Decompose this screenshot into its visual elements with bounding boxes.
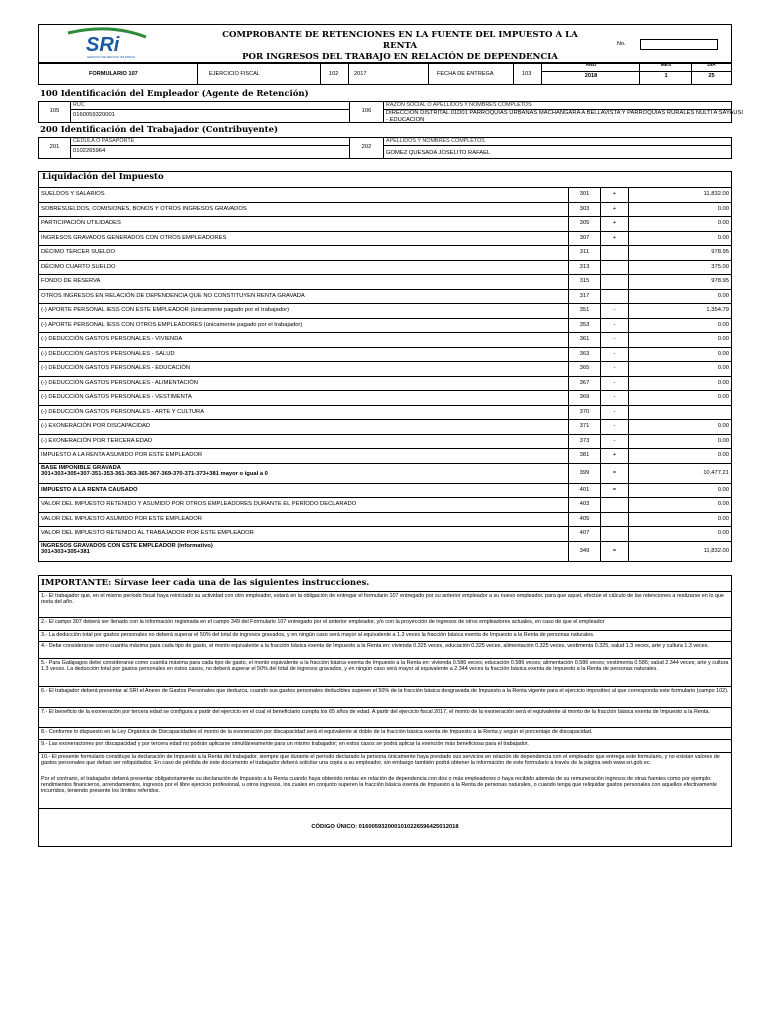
row-code: 315 <box>568 275 601 289</box>
row-code: 363 <box>568 348 601 362</box>
employer-name-line-2: - EDUCACION <box>386 117 425 123</box>
row-code: 369 <box>568 391 601 405</box>
row-code: 405 <box>568 513 601 527</box>
row-amount: 1,354.79 <box>706 307 729 313</box>
row-description-line: VALOR DEL IMPUESTO ASUMIDO POR ESTE EMPLEADOR <box>41 515 202 522</box>
row-operator: + <box>601 217 629 231</box>
row-description-line: INGRESOS GRAVADOS CON ESTE EMPLEADOR (informativo) <box>41 542 213 549</box>
row-operator: - <box>601 319 629 333</box>
row-amount: 0.00 <box>717 365 729 371</box>
row-operator: - <box>601 391 629 405</box>
liquidation-row <box>39 463 731 483</box>
row-description-line: DÉCIMO CUARTO SUELDO <box>41 263 116 270</box>
row-code: 349 <box>568 542 601 561</box>
liquidation-row <box>39 361 731 376</box>
row-description-line: INGRESOS GRAVADOS GENERADOS CON OTROS EMPLEADORES <box>41 234 227 241</box>
employer-name-line-1: DIRECCION DISTRITAL 01D01 PARROQUIAS URBANAS MACHANGARA A BELLAVISTA Y PARROQUIAS RURALES NULTI A SAYAUSI <box>386 110 743 116</box>
row-code: 401 <box>568 484 601 498</box>
row-description <box>41 235 226 241</box>
liquidation-table <box>38 171 732 562</box>
sri-logo <box>50 27 160 61</box>
fiscal-code-cell <box>321 64 349 84</box>
row-description <box>41 501 356 507</box>
row-description-line: (-) DEDUCCIÓN GASTOS PERSONALES - EDUCACIÓN <box>41 365 191 371</box>
row-operator: - <box>601 362 629 376</box>
row-operator <box>601 275 629 289</box>
row-description <box>41 249 115 255</box>
liquidation-row <box>39 187 731 202</box>
row-description-line: (-) EXONERACIÓN POR DISCAPACIDAD <box>41 423 151 429</box>
number-field <box>640 39 718 50</box>
month-cell <box>640 64 692 84</box>
instruction-item: 1.- El trabajador que, en el mismo período fiscal haya reiniciado su actividad con otro empleador, estará en la obligación de entregar el formulario 107 entregado por su anterior empleador a su nuevo empleador, para que aquel, efectúe el cálculo de las retenciones a realizarse en lo que resta del año. <box>39 591 731 606</box>
liquidation-row <box>39 318 731 333</box>
logo-text: SRi <box>86 34 120 56</box>
row-description-line: VALOR DEL IMPUESTO RETENIDO AL TRABAJADOR POR ESTE EMPLEADOR <box>41 530 254 536</box>
row-description <box>41 409 204 415</box>
row-operator: = <box>601 464 629 483</box>
liquidation-row <box>39 419 731 434</box>
row-description <box>41 394 192 400</box>
row-description <box>41 365 190 371</box>
employer-name-code: 106 <box>349 102 384 122</box>
instructions-title: IMPORTANTE: Sírvase leer cada una de las siguientes instrucciones. <box>41 578 370 588</box>
row-amount: 0.00 <box>717 205 729 212</box>
instructions-box <box>38 575 732 847</box>
row-operator: - <box>601 333 629 347</box>
row-operator <box>601 290 629 304</box>
liquidation-row <box>39 541 731 561</box>
row-description <box>41 206 247 212</box>
instruction-item: 10.- El presente formulario constituye la declaración de Impuesto a la Renta del trabajador, siempre que durante el período declarado la persona únicamente haya prestado sus servicios en relación de dependencia con el empleador que entrega este formulario, y no existan valores de gastos personales que deban ser reliquidados. En caso de pérdida de este documento el trabajador deberá solicitar una copia a su empleador, sin embargo también podrá obtener la información de este formulario a través de la página web www.sri.gob.ec. <box>39 752 731 767</box>
row-code: 361 <box>568 333 601 347</box>
document-title <box>215 30 585 63</box>
row-operator <box>601 527 629 541</box>
liquidation-row <box>39 434 731 449</box>
row-description-line: (-) APORTE PERSONAL IESS CON ESTE EMPLEADOR (únicamente pagado por el trabajador) <box>41 307 290 313</box>
row-description <box>41 293 305 299</box>
liquidation-row <box>39 347 731 362</box>
row-operator: + <box>601 203 629 217</box>
unique-code: CÓDIGO ÚNICO: 01600593200010102265964250120​18 <box>311 824 459 830</box>
row-code: 313 <box>568 261 601 275</box>
row-description <box>41 264 116 270</box>
row-description-line: IMPUESTO A LA RENTA ASUMIDO POR ESTE EMPLEADOR <box>41 452 203 458</box>
worker-name-label: APELLIDOS Y NOMBRES COMPLETOS <box>386 138 485 144</box>
ruc-label: RUC <box>73 102 85 108</box>
row-description <box>41 465 268 477</box>
number-label: No. <box>617 41 626 47</box>
row-amount: 11,832.00 <box>703 191 729 197</box>
row-amount: 0.00 <box>717 292 729 299</box>
row-amount: 0.00 <box>717 379 729 386</box>
row-description-line: IMPUESTO A LA RENTA CAUSADO <box>41 486 138 493</box>
worker-name-value: GOMEZ QUESADA JOSELITO RAFAEL <box>386 150 491 156</box>
row-description-line: OTROS INGRESOS EN RELACIÓN DE DEPENDENCIA QUE NO CONSTITUYEN RENTA GRAVADA <box>41 292 305 299</box>
liquidation-title: Liquidación del Impuesto <box>42 172 164 182</box>
fiscal-year: 2017 <box>354 71 367 77</box>
instruction-item: 9.- Las exoneraciones por discapacidad y por tercera edad no podrán aplicarse simultáneamente para un mismo trabajador; en estos casos se podrá aplicar la exención más beneficiosa para el trabajador. <box>39 739 731 748</box>
row-description <box>41 322 302 328</box>
liquidation-row <box>39 376 731 391</box>
row-description-line: (-) DEDUCCIÓN GASTOS PERSONALES - VESTIMENTA <box>41 394 192 400</box>
form-info-row <box>38 63 732 85</box>
row-code: 367 <box>568 377 601 391</box>
row-amount: 0.00 <box>717 350 729 357</box>
row-operator <box>601 498 629 512</box>
worker-id-label: CÉDULA O PASAPORTE <box>73 138 135 144</box>
row-operator <box>601 513 629 527</box>
row-description-line: (-) DEDUCCIÓN GASTOS PERSONALES - ARTE Y CULTURA <box>41 408 205 415</box>
fiscal-label: EJERCICIO FISCAL <box>209 71 260 77</box>
row-operator: - <box>601 406 629 420</box>
fiscal-label-cell <box>198 64 321 84</box>
employer-section-title: 100 Identificación del Empleador (Agente de Retención) <box>40 89 309 99</box>
row-amount: 0.00 <box>717 423 729 429</box>
worker-section <box>38 137 732 159</box>
row-operator: + <box>601 449 629 463</box>
row-description <box>41 220 121 226</box>
liquidation-row <box>39 289 731 304</box>
year-cell <box>542 64 640 84</box>
row-amount: 0.00 <box>717 515 729 522</box>
row-description <box>41 191 105 197</box>
row-operator: - <box>601 420 629 434</box>
liquidation-row <box>39 512 731 527</box>
liquidation-row <box>39 260 731 275</box>
row-amount: 0.00 <box>717 336 729 342</box>
row-operator: - <box>601 348 629 362</box>
liquidation-row <box>39 303 731 318</box>
row-code: 370 <box>568 406 601 420</box>
row-description-line: (-) DEDUCCIÓN GASTOS PERSONALES - ALIMENTACIÓN <box>41 379 198 386</box>
row-description <box>41 351 175 357</box>
worker-id-code: 201 <box>39 138 71 158</box>
row-operator: - <box>601 377 629 391</box>
row-amount: 0.00 <box>717 234 729 241</box>
row-description-line: VALOR DEL IMPUESTO RETENIDO Y ASUMIDO POR OTROS EMPLEADORES DURANTE EL PERÍODO DECLARADO <box>41 501 357 507</box>
row-code: 399 <box>568 464 601 483</box>
row-description-line: SOBRESUELDOS, COMISIONES, BONOS Y OTROS INGRESOS GRAVADOS <box>41 205 247 212</box>
row-description <box>41 530 254 536</box>
row-amount: 0.00 <box>717 437 729 444</box>
logo-subtext: SERVICIO DE RENTAS INTERNAS <box>87 55 136 59</box>
row-amount: 978.95 <box>711 278 729 284</box>
row-description-line: FONDO DE RESERVA <box>41 278 101 284</box>
row-description-line: BASE IMPONIBLE GRAVADA <box>41 464 121 471</box>
instruction-item: 3.- La deducción total por gastos personales no deberá superar el 50% del total de ingresos gravados, y en ningún caso será mayor al equivalente a 1.3 veces la fracción básica exenta de Impuesto a la Renta de personas naturales. <box>39 630 731 639</box>
row-operator: - <box>601 304 629 318</box>
row-description <box>41 336 182 342</box>
row-operator <box>601 246 629 260</box>
year-value: 2018 <box>584 73 598 79</box>
row-description-line: SUELDOS Y SALARIOS <box>41 191 105 197</box>
row-amount: 0.00 <box>717 321 729 328</box>
row-code: 403 <box>568 498 601 512</box>
row-code: 305 <box>568 217 601 231</box>
row-description <box>41 487 138 493</box>
instruction-item: Por el contrario, el trabajador deberá presentar obligatoriamente su declaración de Impuesto a la Renta cuando haya obtenido rentas en relación de dependencia con dos o más empleadores o haya recibido además de su remuneración ingresos de otras fuentes como por ejemplo: rendimientos financieros, arrendamientos, ingresos por el libre ejercicio profesional, u otros ingresos, los cuales en conjunto superen la fracción básica exenta de Impuesto a la Renta de personas naturales, o cuando tenga que reliquidar gastos personales con aquellos efectivamente incurridos, teniendo presente los límites referidos. <box>41 776 718 795</box>
instruction-item: 5.- Para Galápagos debe considerarse como cuantía máxima para cada tipo de gasto, el monto equivalente a la fracción básica exenta de Impuesto a la Renta en: vivienda 0.586 veces; educación 0.586 veces; alimentación 0.586 veces; vestimenta 0.586; salud 2.344 veces; arte y cultura 1.3 veces. La deducción total por gastos personales en estos casos, no deberá superar el 50% del total de ingresos gravados, y en ningún caso será mayor al equivalente a 2.344 veces la fracción básica exenta de Impuesto a la Renta de personas naturales. <box>39 658 731 673</box>
row-operator: + <box>601 188 629 202</box>
delivery-code: 103 <box>522 71 532 77</box>
liquidation-row <box>39 448 731 463</box>
row-description <box>41 380 198 386</box>
liquidation-row <box>39 390 731 405</box>
row-description <box>41 423 150 429</box>
row-amount: 0.00 <box>717 220 729 226</box>
row-code: 381 <box>568 449 601 463</box>
row-code: 373 <box>568 435 601 449</box>
worker-id-value: 0102265964 <box>73 148 106 154</box>
row-code: 365 <box>568 362 601 376</box>
liquidation-row <box>39 245 731 260</box>
ruc-cell <box>71 102 349 122</box>
row-operator: + <box>601 232 629 246</box>
row-code: 407 <box>568 527 601 541</box>
sri-logo-graphic <box>50 27 160 61</box>
day-label: DIA <box>707 63 716 68</box>
row-operator: = <box>601 484 629 498</box>
month-label: MES <box>660 63 672 68</box>
instruction-item: 8.- Conforme lo dispuesto en la Ley Orgánica de Discapacidades el monto de la exoneración por discapacidad será el equivalente al doble de la fracción básica exenta de Impuesto a la Renta y según el porcentaje de discapacidad. <box>39 727 731 736</box>
row-code: 307 <box>568 232 601 246</box>
row-amount: 10,477.21 <box>703 469 729 476</box>
row-code: 353 <box>568 319 601 333</box>
worker-name-code: 202 <box>349 138 384 158</box>
title-line-1: COMPROBANTE DE RETENCIONES EN LA FUENTE DEL IMPUESTO A LA RENTA <box>222 30 578 51</box>
instruction-item: 7.- El beneficio de la exoneración por tercera edad se configura a partir del ejercicio en el cual el beneficiario cumpla los 65 años de edad. A partir del ejercicio fiscal 2017, el monto de la exoneración será el equivalente al monto de la fracción básica exenta de Impuesto a la Renta. <box>39 707 731 716</box>
row-description-line: (-) EXONERACIÓN POR TERCERA EDAD <box>41 437 153 444</box>
row-amount: 11,832.00 <box>703 547 729 554</box>
liquidation-row <box>39 274 731 289</box>
row-formula: 301+303+305+307-351-353-361-363-365-367-369-370-371-373+381 mayor o igual a 0 <box>41 470 268 477</box>
row-amount: 0.00 <box>717 394 729 400</box>
liquidation-row <box>39 202 731 217</box>
instruction-item: 4.- Debe considerarse como cuantía máxima para cada tipo de gasto, el monto equivalente a la fracción básica exenta de Impuesto a la Renta en: vivienda 0.325 veces, educación 0.325 veces, alimentación 0.325 veces, vestimenta 0.325, salud 1.3 veces, arte y cultura 1.3 veces. <box>39 641 731 650</box>
day-cell <box>692 64 731 84</box>
ruc-code: 105 <box>39 102 71 122</box>
ruc-value: 0160059320001 <box>73 112 115 118</box>
employer-name-cell <box>384 102 743 123</box>
year-label: AÑO <box>585 63 597 68</box>
row-amount: 0.00 <box>717 530 729 536</box>
row-description <box>41 516 202 522</box>
worker-section-title: 200 Identificación del Trabajador (Contribuyente) <box>40 125 279 135</box>
liquidation-row <box>39 526 731 541</box>
instruction-item: 2.- El campo 307 deberá ser llenado con la información registrada en el campo 349 del Formulario 107 entregado por el anterior empleador, y/o con la proyección de ingresos de otros empleadores actuales, en caso de que el empleador <box>39 617 731 626</box>
liquidation-row <box>39 405 731 420</box>
row-formula: 301+303+305+381 <box>41 548 90 555</box>
form-cell <box>39 64 198 84</box>
row-description-line: (-) DEDUCCIÓN GASTOS PERSONALES - SALUD <box>41 350 175 357</box>
row-amount: 375.00 <box>711 263 729 270</box>
row-amount: 978.95 <box>711 249 729 255</box>
liquidation-row <box>39 216 731 231</box>
row-code: 371 <box>568 420 601 434</box>
row-code: 303 <box>568 203 601 217</box>
row-description <box>41 452 202 458</box>
worker-name-cell <box>384 138 731 158</box>
employer-name-label: RAZÓN SOCIAL O APELLIDOS Y NOMBRES COMPLETOS <box>386 102 532 108</box>
row-description <box>41 307 289 313</box>
date-divider <box>542 71 731 72</box>
row-amount: 0.00 <box>717 501 729 507</box>
row-code: 317 <box>568 290 601 304</box>
row-amount <box>629 406 729 409</box>
liquidation-row <box>39 231 731 246</box>
fiscal-year-cell <box>349 64 429 84</box>
row-description <box>41 438 152 444</box>
row-description-line: (-) DEDUCCIÓN GASTOS PERSONALES - VIVIENDA <box>41 336 183 342</box>
row-amount: 0.00 <box>717 486 729 493</box>
row-code: 301 <box>568 188 601 202</box>
liquidation-row <box>39 497 731 512</box>
delivery-code-cell <box>514 64 542 84</box>
liquidation-row <box>39 483 731 498</box>
row-description-line: DÉCIMO TERCER SUELDO <box>41 249 115 255</box>
row-description <box>41 278 100 284</box>
row-description <box>41 543 213 555</box>
row-operator <box>601 261 629 275</box>
liquidation-rows <box>39 187 731 561</box>
liquidation-row <box>39 332 731 347</box>
row-description-line: (-) APORTE PERSONAL IESS CON OTROS EMPLEADORES (únicamente pagado por el trabajador) <box>41 321 303 328</box>
month-value: 1 <box>664 73 668 79</box>
row-amount: 0.00 <box>717 452 729 458</box>
row-operator: = <box>601 542 629 561</box>
fiscal-code: 102 <box>329 71 339 77</box>
row-code: 311 <box>568 246 601 260</box>
row-code: 351 <box>568 304 601 318</box>
instruction-item: 6.- El trabajador deberá presentar al SRI el Anexo de Gastos Personales que deduzca, cuando sus gastos personales deducibles superen el 50% de la fracción básica desgravada de Impuesto a la Renta vigente para el ejercicio impositivo al que corresponda este formulario (campo 102). <box>39 686 731 695</box>
form-number: FORMULARIO 107 <box>89 71 138 77</box>
delivery-label-cell <box>429 64 514 84</box>
title-line-2: POR INGRESOS DEL TRABAJO EN RELACIÓN DE DEPENDENCIA <box>242 52 558 62</box>
day-value: 25 <box>708 73 715 79</box>
row-operator: - <box>601 435 629 449</box>
delivery-label: FECHA DE ENTREGA <box>437 71 494 77</box>
code-separator <box>39 808 731 809</box>
employer-section <box>38 101 743 123</box>
row-description-line: PARTICIPACIÓN UTILIDADES <box>41 220 121 226</box>
worker-id-cell <box>71 138 349 158</box>
